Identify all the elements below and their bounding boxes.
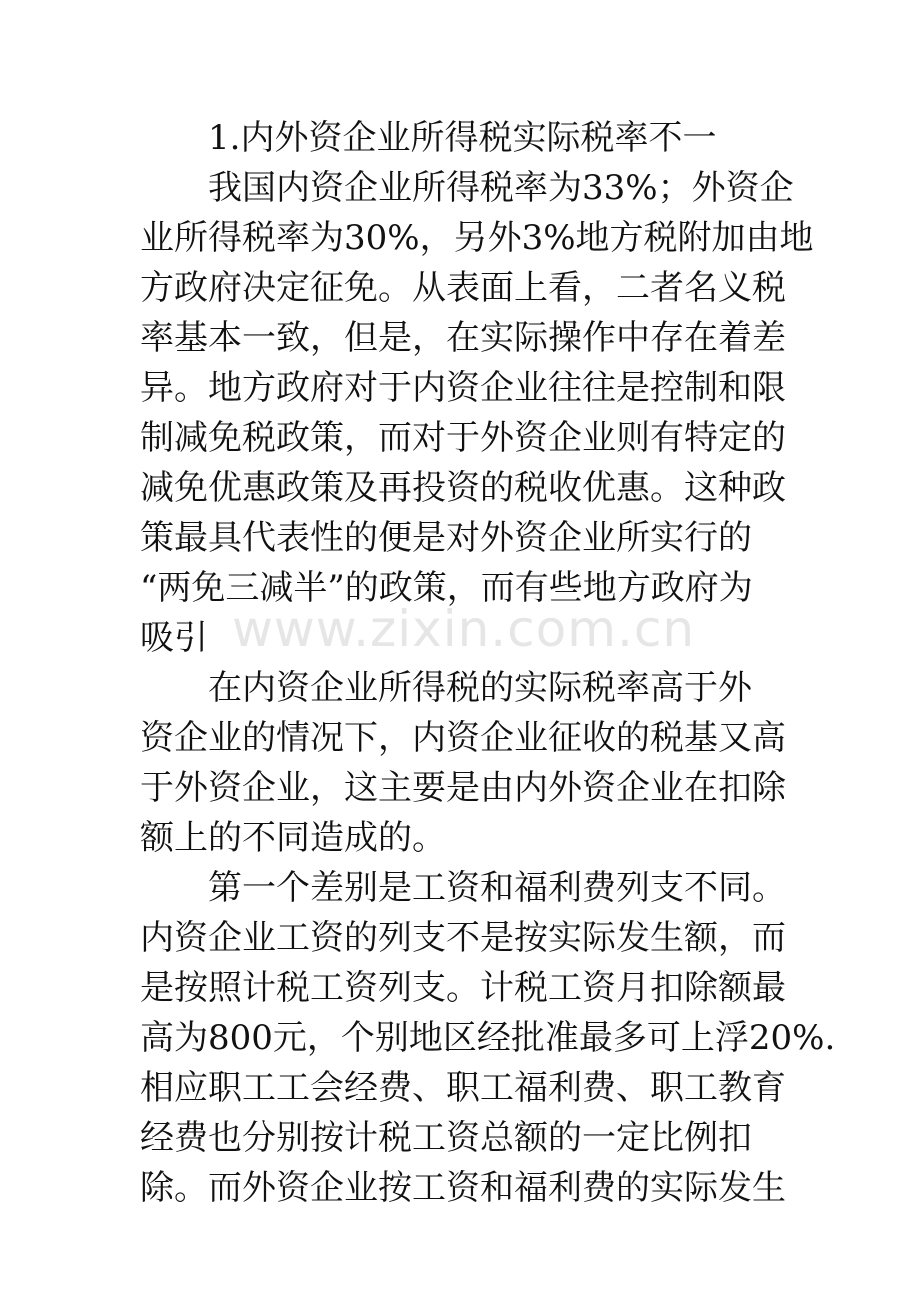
paragraph-line: 额上的不同造成的。	[140, 818, 446, 858]
paragraph-line: 第一个差别是工资和福利费列支不同。	[208, 868, 786, 908]
paragraph-line: 业所得税率为30%，另外3%地方税附加由地	[140, 218, 814, 258]
paragraph-line: 制减免税政策，而对于外资企业则有特定的	[140, 418, 786, 458]
paragraph-line: 内资企业工资的列支不是按实际发生额，而	[140, 918, 786, 958]
paragraph-line: “两免三减半”的政策，而有些地方政府为	[140, 568, 753, 608]
watermark: www.zixin.com.cn	[232, 600, 696, 658]
paragraph-line: 资企业的情况下，内资企业征收的税基又高	[140, 718, 786, 758]
paragraph-line: 策最具代表性的便是对外资企业所实行的	[140, 518, 752, 558]
paragraph-line: 减免优惠政策及再投资的税收优惠。这种政	[140, 468, 786, 508]
paragraph-line: 我国内资企业所得税率为33%；外资企	[208, 168, 794, 208]
paragraph-line: 高为800元，个别地区经批准最多可上浮20%.	[140, 1018, 836, 1058]
section-heading: 1.内外资企业所得税实际税率不一	[208, 118, 717, 158]
paragraph-line: 相应职工工会经费、职工福利费、职工教育	[140, 1068, 786, 1108]
paragraph-line: 在内资企业所得税的实际税率高于外	[208, 668, 752, 708]
paragraph-line: 是按照计税工资列支。计税工资月扣除额最	[140, 968, 786, 1008]
paragraph-line: 吸引	[140, 618, 208, 658]
paragraph-line: 率基本一致，但是，在实际操作中存在着差	[140, 318, 786, 358]
paragraph-line: 方政府决定征免。从表面上看，二者名义税	[140, 268, 786, 308]
paragraph-line: 经费也分别按计税工资总额的一定比例扣	[140, 1118, 752, 1158]
paragraph-line: 除。而外资企业按工资和福利费的实际发生	[140, 1168, 786, 1208]
paragraph-line: 于外资企业，这主要是由内外资企业在扣除	[140, 768, 786, 808]
paragraph-line: 异。地方政府对于内资企业往往是控制和限	[140, 368, 786, 408]
